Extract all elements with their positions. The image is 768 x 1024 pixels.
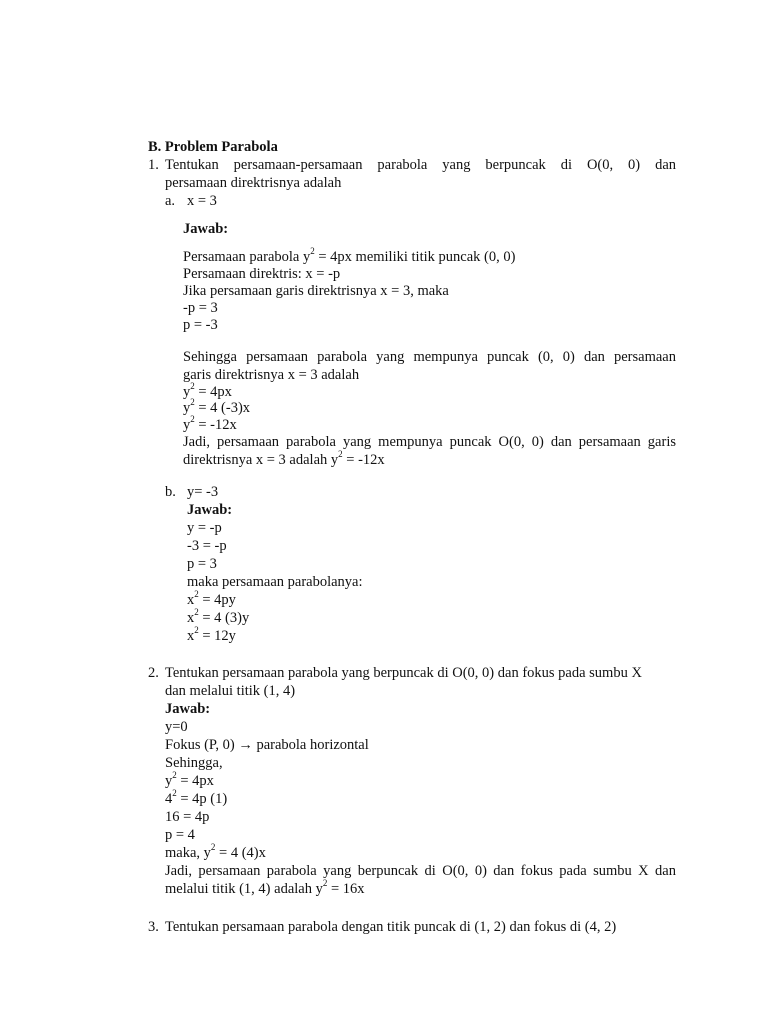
item-a-eq1: $y^2 = 4px$ bbox=[183, 381, 232, 400]
item-a-line9: direktrisnya x = 3 adalah $y^2 = -12x$ bbox=[183, 449, 385, 468]
item-a-line5: p = -3 bbox=[183, 317, 218, 333]
problem-1-number: 1. bbox=[148, 157, 159, 173]
problem-2-line8: melalui titik (1, 4) adalah $y^2 = 16x$ bbox=[165, 878, 365, 897]
item-a-line2: Persamaan direktris: x = -p bbox=[183, 266, 341, 282]
item-a-eq2: $y^2 = 4$ (-3)x bbox=[183, 397, 251, 416]
item-a-jawab: Jawab: bbox=[183, 221, 229, 237]
problem-3-text-line1: Tentukan persamaan parabola dengan titik puncak di (1, 2) dan fokus di (4, 2) bbox=[165, 919, 617, 935]
item-a-eq3: $y^2 = -12x$ bbox=[183, 414, 237, 433]
problem-2-line4: 16 = 4p bbox=[165, 809, 210, 825]
problem-1-text-line1: Tentukan persamaan-persamaan parabola yang berpuncak di O(0, 0) dan bbox=[165, 157, 676, 173]
item-b-line2: -3 = -p bbox=[187, 538, 227, 554]
item-b-value: y= -3 bbox=[187, 484, 219, 500]
problem-2-line6: maka, $y^2 = 4$ (4)x bbox=[165, 842, 266, 861]
problem-3-number: 3. bbox=[148, 919, 159, 935]
item-a-value: x = 3 bbox=[187, 193, 217, 209]
item-b-line4: maka persamaan parabolanya: bbox=[187, 574, 363, 590]
item-a-line3: Jika persamaan garis direktrisnya x = 3, maka bbox=[183, 283, 449, 299]
section-title: B. Problem Parabola bbox=[148, 139, 278, 155]
problem-2-line1: y=0 bbox=[165, 719, 188, 735]
problem-2-line3: Sehingga, bbox=[165, 755, 223, 771]
problem-2-text-line2: dan melalui titik (1, 4) bbox=[165, 683, 296, 699]
problem-2-line2: Fokus (P, 0) → parabola horizontal bbox=[165, 737, 369, 753]
problem-2-line5: p = 4 bbox=[165, 827, 195, 843]
item-a-line1: Persamaan parabola $y^2 = 4px$ memiliki titik puncak (0, 0) bbox=[183, 246, 516, 265]
item-b-eq3: $x^2 = 12y$ bbox=[187, 625, 236, 644]
item-a-line7: garis direktrisnya x = 3 adalah bbox=[183, 367, 360, 383]
item-a-line8: Jadi, persamaan parabola yang mempunya puncak O(0, 0) dan persamaan garis bbox=[183, 434, 676, 450]
item-b-line3: p = 3 bbox=[187, 556, 217, 572]
item-a-line4: -p = 3 bbox=[183, 300, 218, 316]
item-b-eq2: $x^2 = 4$ (3)y bbox=[187, 607, 250, 626]
item-b-jawab: Jawab: bbox=[187, 502, 233, 518]
item-a-label: a. bbox=[165, 193, 176, 209]
problem-2-text-line1: Tentukan persamaan parabola yang berpuncak di O(0, 0) dan fokus pada sumbu X bbox=[165, 665, 642, 681]
item-b-label: b. bbox=[165, 484, 176, 500]
problem-2-line7: Jadi, persamaan parabola yang berpuncak di O(0, 0) dan fokus pada sumbu X dan bbox=[165, 863, 676, 879]
problem-2-jawab: Jawab: bbox=[165, 701, 211, 717]
problem-2-eq2: $4^2 = 4p$ (1) bbox=[165, 788, 228, 807]
item-b-line1: y = -p bbox=[187, 520, 222, 536]
item-a-line6: Sehingga persamaan parabola yang mempunya puncak (0, 0) dan persamaan bbox=[183, 349, 676, 365]
problem-2-number: 2. bbox=[148, 665, 159, 681]
problem-1-text-line2: persamaan direktrisnya adalah bbox=[165, 175, 342, 191]
item-b-eq1: $x^2 = 4py$ bbox=[187, 589, 236, 608]
problem-2-eq1: $y^2 = 4px$ bbox=[165, 770, 214, 789]
